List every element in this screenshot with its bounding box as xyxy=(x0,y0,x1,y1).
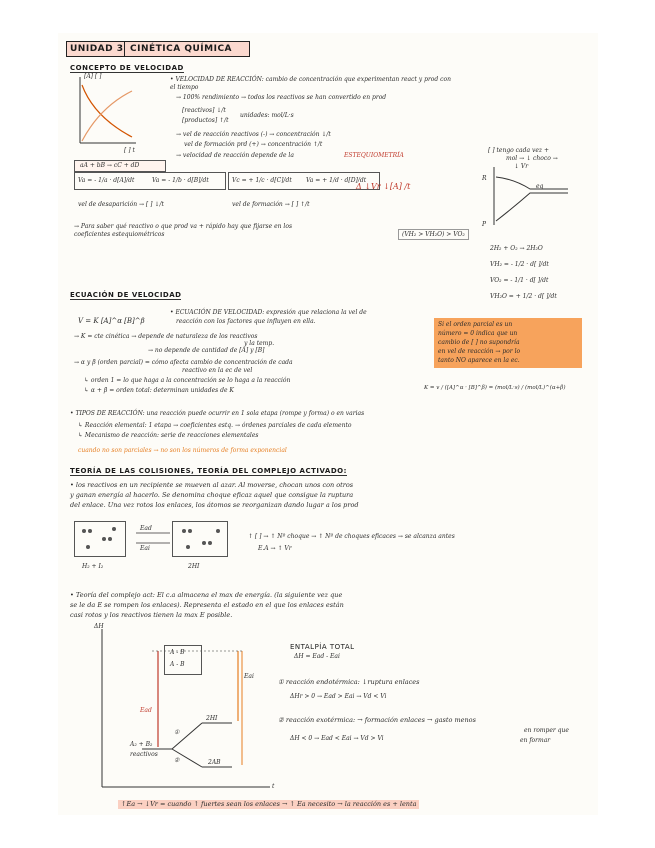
col-right-1: E.A → ↑ Vr xyxy=(258,545,292,552)
h2o-eq-1: VH₂ = - 1/2 · d[ ]/dt xyxy=(490,261,549,268)
equilibrium-graph xyxy=(490,167,570,227)
equation: aA + bB → cC + dD xyxy=(80,162,140,169)
h2o-eq-3: VH₂O = + 1/2 · d[ ]/dt xyxy=(490,293,557,300)
graph-y-label: [A] [ ] xyxy=(84,73,102,80)
orange-note-0: Si el orden parcial es un xyxy=(438,321,513,328)
complex-ab-2: A - B xyxy=(170,661,185,668)
delta-note: Δ ↓Vr ↓[A] /t xyxy=(356,182,411,191)
eq-note-2: ↓ Vr xyxy=(514,163,529,170)
rate-graph xyxy=(76,77,136,147)
label-reactants: A₂ + B₂ xyxy=(130,741,153,748)
section-title-ecuacion: ECUACIÓN DE VELOCIDAD xyxy=(70,291,182,299)
complex-ab-1: A - B xyxy=(170,649,185,656)
col-right-0: ↑ [ ] → ↑ Nº choque → ↑ Nº de choques eficaces → se alcanza antes xyxy=(248,533,455,540)
def-line-8: → velocidad de reacción depende de la xyxy=(176,152,294,159)
def-line-6: → vel de reacción reactivos (-) → concentración ↓/t xyxy=(176,131,331,138)
label-reactivos: reactivos xyxy=(130,751,158,758)
graph-x-label: [ ] t xyxy=(124,147,135,154)
label-2ab: 2AB xyxy=(208,759,221,766)
eq-note-1: mol → ↓ choco → xyxy=(506,155,558,162)
enthalpy-formula: ΔH = Ead - Eai xyxy=(294,653,340,660)
def-line-5: unidades: mol/L·s xyxy=(240,112,294,119)
footer-note: ↑Ea → ↓Vr = cuando ↑ fuertes sean los enlaces → ↑ Ea necesito → la reacción es + lenta xyxy=(118,800,419,809)
ec-line-1: reacción con los factores que influyen en ella. xyxy=(176,318,316,325)
section-title-concepto: CONCEPTO DE VELOCIDAD xyxy=(70,64,184,72)
molecule-reactants: H₂ + I₂ xyxy=(82,563,104,570)
arrow-ead: Ead xyxy=(140,525,152,532)
k-formula: K = v / ([A]^α · [B]^β) = (mol/L·s) / (mol/L)^(α+β) xyxy=(424,385,566,391)
endo-formula: ΔHr > 0 → Ead > Eai → Vd < Vi xyxy=(290,693,387,700)
vc-formula-1: Vc = + 1/c · d[C]/dt xyxy=(232,177,292,184)
ec-line-3: y la temp. xyxy=(244,340,275,347)
label-eai: Eai xyxy=(244,673,254,680)
eq-label-p: P xyxy=(482,221,487,228)
exo-line-2: en romper que xyxy=(524,727,569,734)
def-line-9: ESTEQUIOMETRÍA xyxy=(344,152,404,159)
tipos-1: ↳ Reacción elemental: 1 etapa → coeficientes estq. → órdenes parciales de cada elemento xyxy=(78,422,352,429)
eq-note-0: [ ] tengo cada vez + xyxy=(488,147,549,154)
ec-line-5: → α y β (orden parcial) = cómo afecta cambio de concentración de cada xyxy=(74,359,293,366)
eq-label-r: R xyxy=(482,175,487,182)
va-formula-2: Va = - 1/b · d[B]/dt xyxy=(152,177,209,184)
complejo-1: se le da E se rompen los enlaces). Representa el estado en el que los enlaces están xyxy=(70,601,344,609)
eq-label-eq: eq xyxy=(536,183,544,190)
orange-note-1: número = 0 indica que un xyxy=(438,330,518,337)
orange-note-4: tanto NO aparece en la ec. xyxy=(438,357,520,364)
section-title-colisiones: TEORÍA DE LAS COLISIONES, TEORÍA DEL COMPLEJO ACTIVADO: xyxy=(70,467,347,475)
def-line-1: el tiempo xyxy=(170,84,199,91)
axis-t: t xyxy=(272,783,275,790)
exo-line: ② reacción exotérmica: → formación enlaces → gasto menos xyxy=(278,716,476,724)
arrow-eai: Eai xyxy=(140,545,150,552)
page-title: CINÉTICA QUÍMICA xyxy=(130,44,233,54)
vc-formula-2: Va = + 1/d · d[D]/dt xyxy=(306,177,367,184)
note-line-2: coeficientes estequiométricos xyxy=(74,231,165,238)
unit-label: UNIDAD 3 xyxy=(70,44,124,54)
col-line-1: y ganan energía al hacerlo. Se denomina choque eficaz aquel que consigue la ruptura xyxy=(70,491,354,499)
note-line-1: → Para saber qué reactivo o que prod va + rápido hay que fijarse en los xyxy=(74,223,293,230)
col-line-0: • los reactivos en un recipiente se mueven al azar. Al moverse, chocan unos con otros xyxy=(70,481,354,489)
exo-formula: ΔH < 0 → Ead < Eai → Vd > Vi xyxy=(290,735,384,742)
orange-note-3: en vel de reacción → por lo xyxy=(438,348,521,355)
ec-line-2: → K = cte cinética → depende de naturaleza de los reactivos xyxy=(74,333,258,340)
exo-line-3: en formar xyxy=(520,737,551,744)
label-ead: Ead xyxy=(140,707,152,714)
va-formula-1: Va = - 1/a · d[A]/dt xyxy=(78,177,135,184)
def-line-7: vel de formación prd (+) → concentración ↑/t xyxy=(184,141,323,148)
def-line-3: [reactivos] ↓/t xyxy=(182,107,226,114)
tipos-3: cuando no son parciales → no son los números de forma exponencial xyxy=(78,447,287,454)
ec-line-0: • ECUACIÓN DE VELOCIDAD: expresión que relaciona la vel de xyxy=(170,309,367,316)
axis-dh: ΔH xyxy=(94,623,104,630)
complejo-2: casi rotos y los reactivos tienen la max E posible. xyxy=(70,611,233,619)
complejo-0: • Teoría del complejo act: El c.a almacena el max de energía. (la siguiente vez que xyxy=(70,591,343,599)
def-line-0: • VELOCIDAD DE REACCIÓN: cambio de concentración que experimentan react y prod con xyxy=(170,76,452,83)
enthalpy-title: ENTALPÍA TOTAL xyxy=(290,643,355,651)
h2o-eq-2: VO₂ = - 1/1 · d[ ]/dt xyxy=(490,277,549,284)
label-2hi: 2HI xyxy=(206,715,218,722)
molecule-products: 2HI xyxy=(188,563,200,570)
ec-line-6: reactivo en la ec de vel xyxy=(182,367,253,374)
col-line-2: del enlace. Una vez rotos los enlaces, los átomos se reorganizan dando lugar a los prod xyxy=(70,501,359,509)
tipos-2: ↳ Mecanismo de reacción: serie de reacciones elementales xyxy=(78,432,259,439)
ec-line-8: ↳ α + β = orden total: determinan unidades de K xyxy=(84,387,234,394)
h2o-eq-0: 2H₂ + O₂ → 2H₂O xyxy=(490,245,543,252)
molecule-dots xyxy=(74,521,234,555)
def-line-4: [productos] ↑/t xyxy=(182,117,229,124)
notebook-page xyxy=(58,33,598,815)
path-2: ② xyxy=(174,757,180,764)
formation-rate: vel de formación → [ ] ↑/t xyxy=(232,201,310,208)
ec-line-4: → no depende de cantidad de [A] y [B] xyxy=(148,347,265,354)
tipos-0: • TIPOS DE REACCIÓN: una reacción puede ocurrir en 1 sola etapa (rompe y forma) o en varias xyxy=(70,410,365,417)
ec-line-7: ↳ orden 1 = lo que haga a la concentración se lo haga a la reacción xyxy=(84,377,291,384)
endo-line: ① reacción endotérmica: ↓ruptura enlaces xyxy=(278,678,420,686)
orange-note-2: cambio de [ ] no supondría xyxy=(438,339,520,346)
rate-law: V = K [A]^α [B]^β xyxy=(78,317,145,325)
velocity-compare: (VH₂ > VH₂O) > VO₂ xyxy=(398,229,469,240)
disappearance-rate: vel de desaparición → [ ] ↓/t xyxy=(78,201,164,208)
def-line-2: → 100% rendimiento → todos los reactivos se han convertido en prod xyxy=(176,94,387,101)
path-1: ① xyxy=(174,729,180,736)
